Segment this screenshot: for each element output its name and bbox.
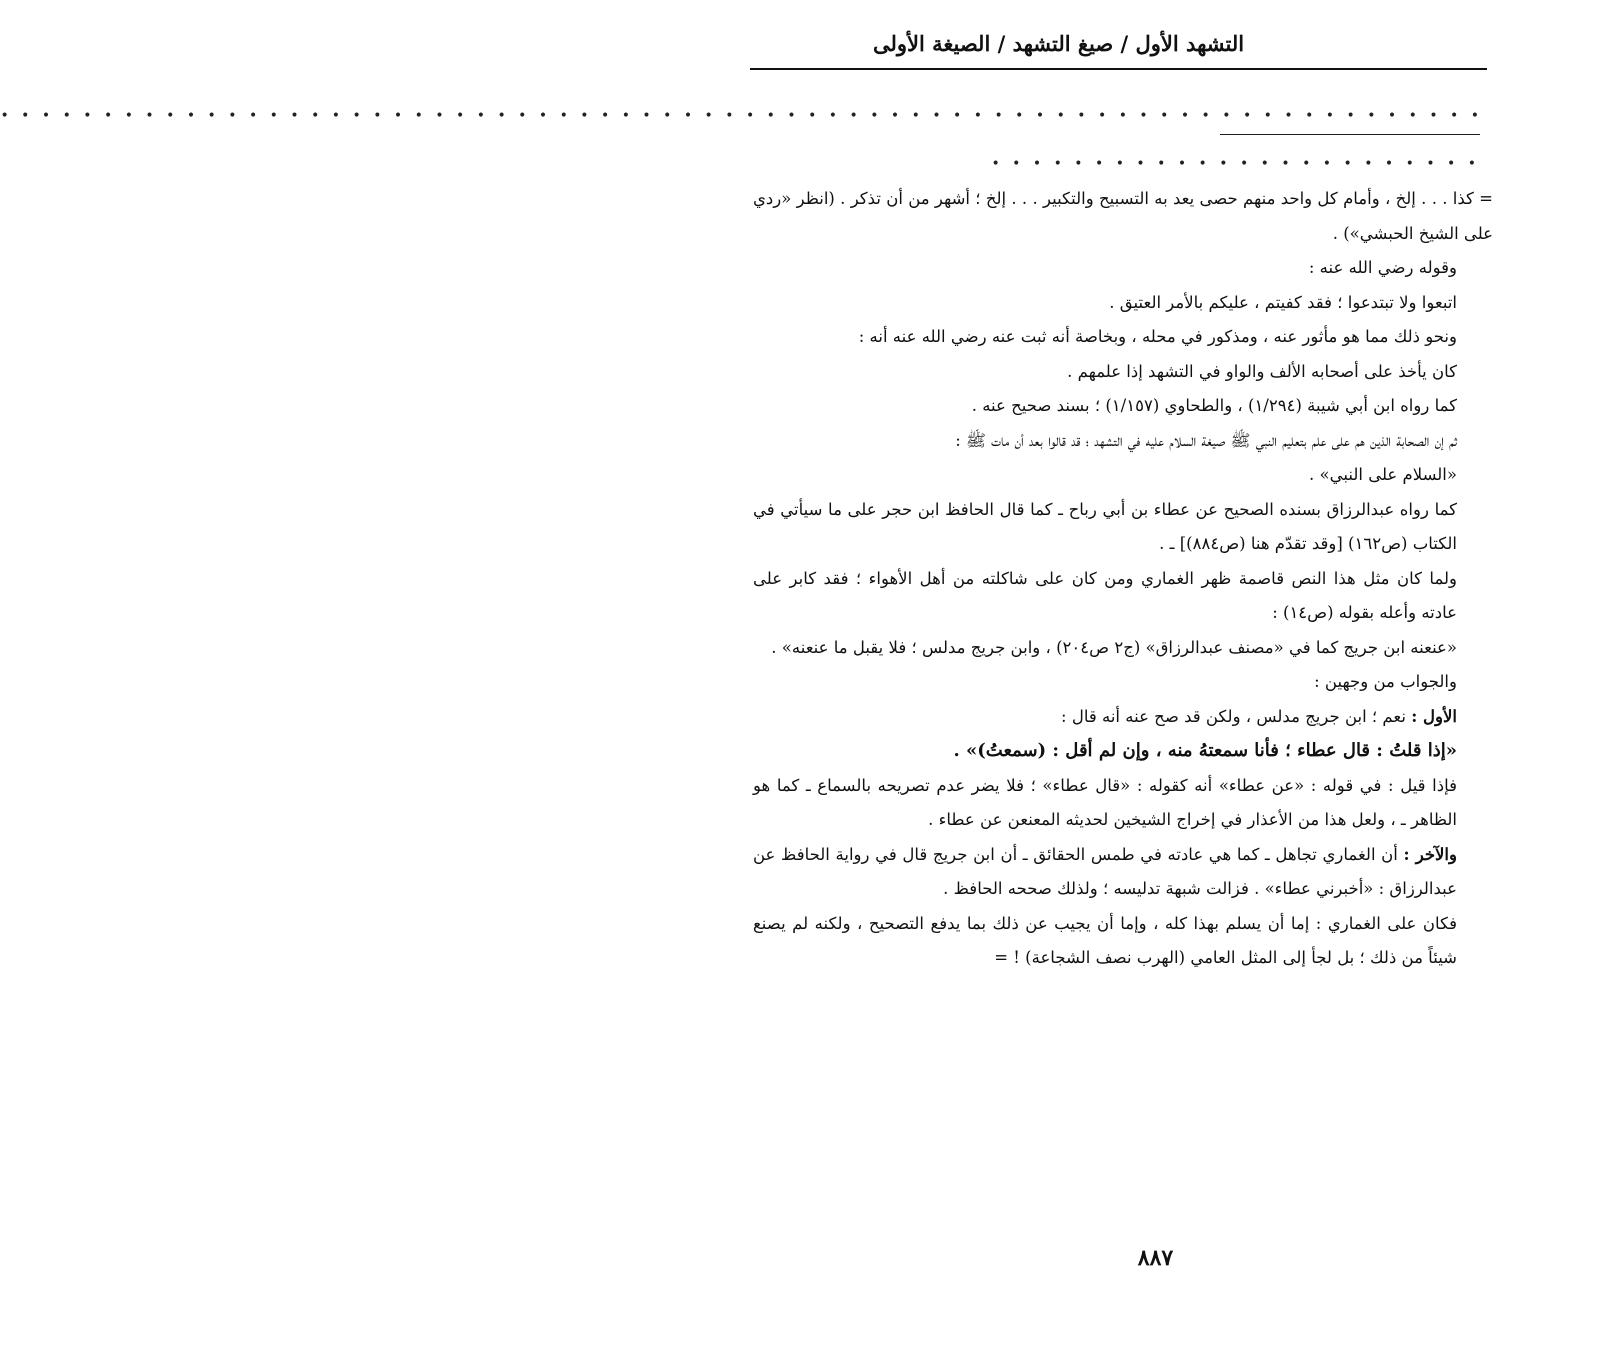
point-label: الأول : (1411, 706, 1457, 726)
paragraph: = كذا . . . إلخ ، وأمام كل واحد منهم حصى يعد به التسبيح والتكبير . . . إلخ ؛ أشهر من أن تذكر . (انظر «ردي على الشيخ الحبشي») . (753, 189, 1493, 243)
quote-paragraph: «عنعنه ابن جريج كما في «مصنف عبدالرزاق» (ج٢ ص٢٠٤) ، وابن جريج مدلس ؛ فلا يقبل ما عنعنه» . (771, 637, 1457, 657)
paragraph: كما رواه ابن أبي شيبة (١/٢٩٤) ، والطحاوي (١/١٥٧) ؛ بسند صحيح عنه . (971, 396, 1457, 415)
page-number: ٨٨٧ (1137, 1245, 1174, 1271)
paragraph (753, 700, 1493, 735)
paragraph: وقوله رضي الله عنه : (1308, 258, 1457, 277)
paragraph: فإذا قيل : في قوله : «عن عطاء» أنه كقوله : «قال عطاء» ؛ فلا يضر عدم تصريحه بالسماع ـ كما هو الظاهر ـ ، ولعل هذا من الأعذار في إخراج الشيخين لحديثه المعنعن عن عطاء . (753, 775, 1457, 829)
running-header (750, 28, 1487, 70)
quote-paragraph: كان يأخذ على أصحابه الألف والواو في التشهد إذا علمهم . (1067, 361, 1457, 381)
paragraph: والجواب من وجهين : (1314, 672, 1457, 691)
paragraph (753, 838, 1493, 907)
header-title: التشهد الأول / صيغ التشهد / الصيغة الأولى (872, 31, 1245, 56)
paragraph: ولما كان مثل هذا النص قاصمة ظهر الغماري ومن كان على شاكلته من أهل الأهواء ؛ فقد كابر على عادته وأعله بقوله (ص١٤) : (753, 568, 1457, 622)
dotted-separator-long: • • • • • • • • • • • • • • • • • • • • • • • • • • • • • • • • • • • • • • • • • • • • • • • • • • • • • • • • • • • • • • • • • • • • • • • • (0, 108, 1483, 124)
paragraph-text: أن الغماري تجاهل ـ كما هي عادته في طمس الحقائق ـ أن ابن جريج قال في رواية الحافظ عن عبدالرزاق : «أخبرني عطاء» . فزالت شبهة تدليسه ؛ ولذلك صححه الحافظ . (753, 844, 1457, 898)
quote-paragraph: اتبعوا ولا تبتدعوا ؛ فقد كفيتم ، عليكم بالأمر العتيق . (1109, 292, 1457, 312)
quote-paragraph: «إذا قلتُ : قال عطاء ؛ فأنا سمعتهُ منه ، وإن لم أقل : (سمعتُ)» . (953, 740, 1457, 761)
paragraph: ونحو ذلك مما هو مأثور عنه ، ومذكور في محله ، وبخاصة أنه ثبت عنه رضي الله عنه أنه : (858, 327, 1457, 346)
paragraph-text: نعم ؛ ابن جريج مدلس ، ولكن قد صح عنه أنه قال : (1061, 706, 1412, 726)
paragraph: فكان على الغماري : إما أن يسلم بهذا كله ، وإما أن يجيب عن ذلك بما يدفع التصحيح ، ولكنه لم يصنع شيئاً من ذلك ؛ بل لجأ إلى المثل العامي (الهرب نصف الشجاعة) ! = (753, 913, 1457, 967)
paragraph: ثم إن الصحابة الذين هم على علم بتعليم النبي ﷺ صيغة السلام عليه في التشهد ؛ قد قالوا بعد أن مات ﷺ : (955, 430, 1457, 450)
quote-paragraph: «السلام على النبي» . (1309, 465, 1457, 484)
dotted-separator-short: • • • • • • • • • • • • • • • • • • • • • • • • (991, 156, 1480, 172)
point-label: والآخر : (1403, 844, 1457, 864)
footnote-rule (1220, 134, 1480, 135)
body-text (753, 182, 1493, 976)
paragraph: كما رواه عبدالرزاق بسنده الصحيح عن عطاء بن أبي رباح ـ كما قال الحافظ ابن حجر على ما سيأتي في الكتاب (ص١٦٢) [وقد تقدّم هنا (ص٨٨٤)] ـ . (753, 499, 1457, 553)
